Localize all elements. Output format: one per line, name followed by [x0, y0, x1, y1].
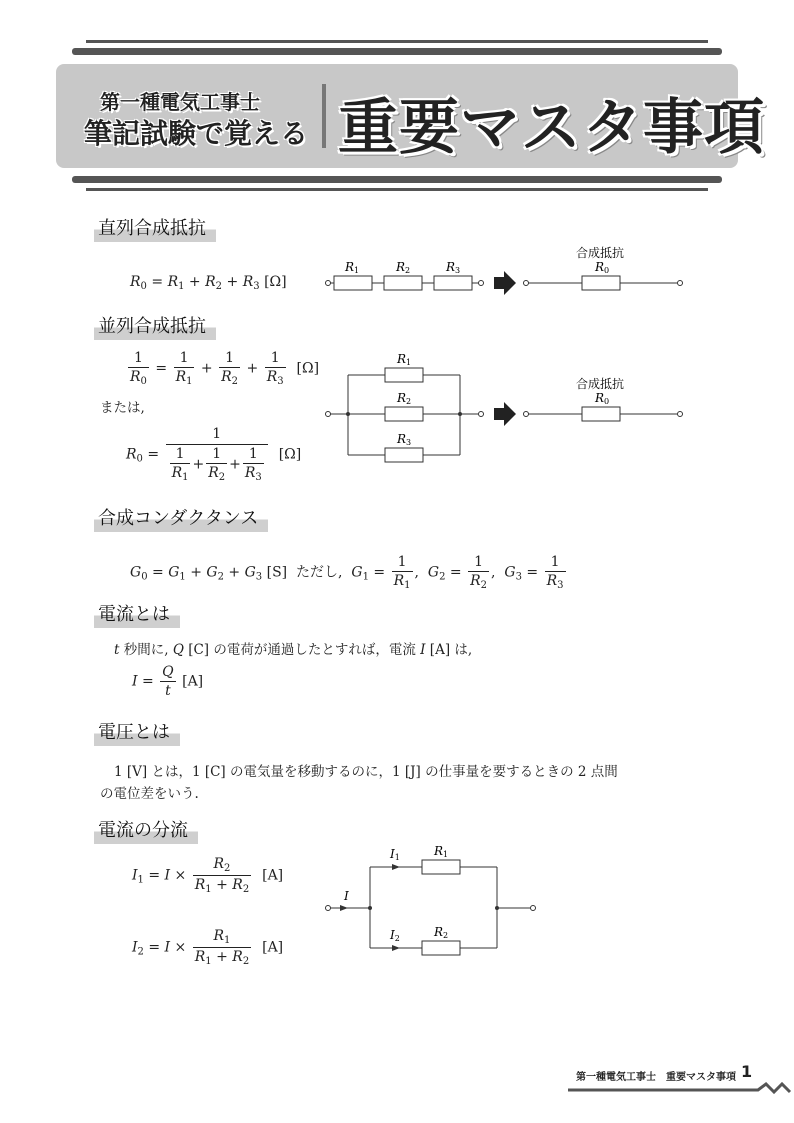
series-circuit-diagram	[320, 240, 700, 304]
divider-label-i: I	[344, 889, 349, 903]
header-bottom-thick-rule	[72, 176, 722, 183]
current-arrow-icon	[392, 864, 400, 870]
divider-formula-2: $I_2 = I$ × $\frac{R_1}{R_1 + R_2}$ [A]	[132, 928, 284, 967]
current-arrow-icon	[392, 945, 400, 951]
section-heading-conductance: 合成コンダクタンス	[94, 504, 268, 532]
divider-label-r2: R2	[434, 925, 449, 940]
parallel-or-text: または,	[100, 400, 145, 416]
footer-label: 第一種電気工事士 重要マスタ事項	[576, 1072, 736, 1083]
current-definition-text: t 秒間に, Q [C] の電荷が通過したとすれば，電流 I [A] は,	[114, 642, 473, 658]
divider-unit-2: [A]	[262, 939, 284, 956]
voltage-text-line1: 1 [V] とは，1 [C] の電気量を移動するのに，1 [J] の仕事量を要するときの 2 点間	[114, 764, 618, 780]
divider-unit-1: [A]	[262, 867, 284, 884]
section-heading-parallel: 並列合成抵抗	[94, 312, 216, 340]
arrow-right-icon	[494, 271, 516, 295]
divider-circuit-diagram	[320, 840, 550, 960]
section-heading-current: 電流とは	[94, 600, 180, 628]
header-top-thick-rule	[72, 48, 722, 55]
header-bottom-thin-rule	[86, 188, 708, 191]
series-result-label: 合成抵抗	[576, 246, 625, 260]
divider-label-r1: R1	[434, 844, 449, 859]
conductance-note: ただし,	[296, 564, 343, 581]
parallel-circuit-diagram	[320, 350, 700, 466]
current-unit: [A]	[182, 673, 204, 690]
header-separator	[322, 84, 326, 148]
page-number: 1	[741, 1062, 753, 1081]
parallel-label-r2: R2	[397, 391, 412, 406]
divider-label-i2: I2	[390, 928, 400, 943]
parallel-label-r1: R1	[397, 352, 412, 367]
arrow-right-icon	[494, 402, 516, 426]
parallel-unit-1: [Ω]	[296, 360, 320, 377]
section-heading-series: 直列合成抵抗	[94, 214, 216, 242]
section-heading-voltage: 電圧とは	[94, 718, 180, 746]
series-result-r0: R0	[595, 260, 610, 275]
parallel-formula-1: $\frac{1}{R_0}$ = $\frac{1}{R_1}$ + $\frac{1}{R_2}$ + $\frac{1}{R_3}$ [Ω]	[130, 350, 320, 387]
series-label-r2: R2	[396, 260, 411, 275]
parallel-result-label: 合成抵抗	[576, 377, 625, 391]
divider-label-i1: I1	[390, 847, 400, 862]
parallel-formula-2: $R_0$ = 1 $\frac{1}{R_1}$ + $\frac{1}{R_2}$ + $\frac{1}{R_3}$ [Ω]	[126, 426, 302, 483]
voltage-text-line2: の電位差をいう.	[100, 786, 199, 802]
series-unit: [Ω]	[264, 274, 287, 290]
series-formula: $R_0 = R_1 + R_2 + R_3$ [Ω]	[130, 274, 287, 292]
divider-formula-1: $I_1 = I$ × $\frac{R_2}{R_1 + R_2}$ [A]	[132, 856, 284, 895]
parallel-result-r0: R0	[595, 391, 610, 406]
series-label-r3: R3	[446, 260, 461, 275]
header-top-thin-rule	[86, 40, 708, 43]
footer-zigzag-decoration	[568, 1082, 794, 1096]
section-heading-divider: 電流の分流	[94, 816, 198, 844]
current-arrow-icon	[340, 905, 348, 911]
header-line1: 第一種電気工事士	[100, 90, 260, 114]
parallel-label-r3: R3	[397, 432, 412, 447]
current-formula: I = $\frac{Q}{t}$ [A]	[132, 664, 204, 699]
conductance-unit: [S]	[266, 564, 288, 581]
series-label-r1: R1	[345, 260, 360, 275]
parallel-unit-2: [Ω]	[278, 446, 302, 463]
conductance-formula: $G_0 = G_1 + G_2 + G_3$ [S] ただし, $G_1$ = $\frac{1}{R_1}$ , $G_2$ = $\frac{1}{R_2}$ , $G_3$ = $\frac{1}{R_3}$	[130, 554, 564, 591]
header-line2: 筆記試験で覚える	[84, 117, 309, 150]
header-title: 重要マスタ事項	[338, 93, 765, 163]
